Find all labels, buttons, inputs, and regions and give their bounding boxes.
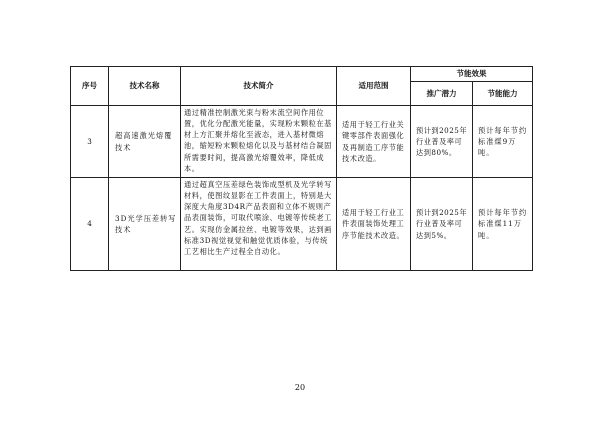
- row-scope: 适用于轻工行业工件表面装饰处理工序节能技术改造。: [337, 178, 411, 271]
- row-desc: 通过精准控制激光束与粉末流空间作用位置，优化分配激光能量，实现粉末颗粒在基材上方汇聚并熔化至液态，进入基材微熔池，缩短粉末颗粒熔化以及与基材结合凝固所需要时间，提高激光熔覆效率，降低成本。: [181, 106, 337, 178]
- row-no: 3: [71, 106, 109, 178]
- table-row: [71, 178, 533, 271]
- row-potential: 预计到2025年行业普及率可达到80%。: [411, 106, 473, 178]
- row-name: 超高速激光熔覆技术: [109, 106, 181, 178]
- header-ability: 节能能力: [473, 82, 533, 106]
- row-scope: 适用于轻工行业关键零部件表面强化及再制造工序节能技术改造。: [337, 106, 411, 178]
- header-no: 序号: [71, 67, 109, 106]
- row-desc: 通过超真空压差绿色装饰成型机及光学转写材料，使图纹显影在工件表面上，特别是大深度大角度3D4R产品表面和立体不规则产品表面装饰，可取代喷涂、电镀等传统老工艺。实现仿金属拉丝、电镀等效果，达到画标准3D视觉视觉和触觉优质体验，与传统工艺相比生产过程全自动化。: [181, 178, 337, 271]
- header-scope: 适用范围: [337, 67, 411, 106]
- page-number: 20: [294, 383, 306, 392]
- row-no: 4: [71, 178, 109, 271]
- header-potential: 推广潜力: [411, 82, 473, 106]
- row-ability: 预计每年节约标准煤9万吨。: [473, 106, 533, 178]
- header-name: 技术名称: [109, 67, 181, 106]
- header-desc: 技术简介: [181, 67, 337, 106]
- row-ability: 预计每年节约标准煤11万吨。: [473, 178, 533, 271]
- header-effect: 节能效果: [411, 67, 533, 82]
- row-name: 3D光学压差转写技术: [109, 178, 181, 271]
- row-potential: 预计到2025年行业普及率可达到5%。: [411, 178, 473, 271]
- table-row: [71, 106, 533, 178]
- technology-table: [70, 66, 533, 271]
